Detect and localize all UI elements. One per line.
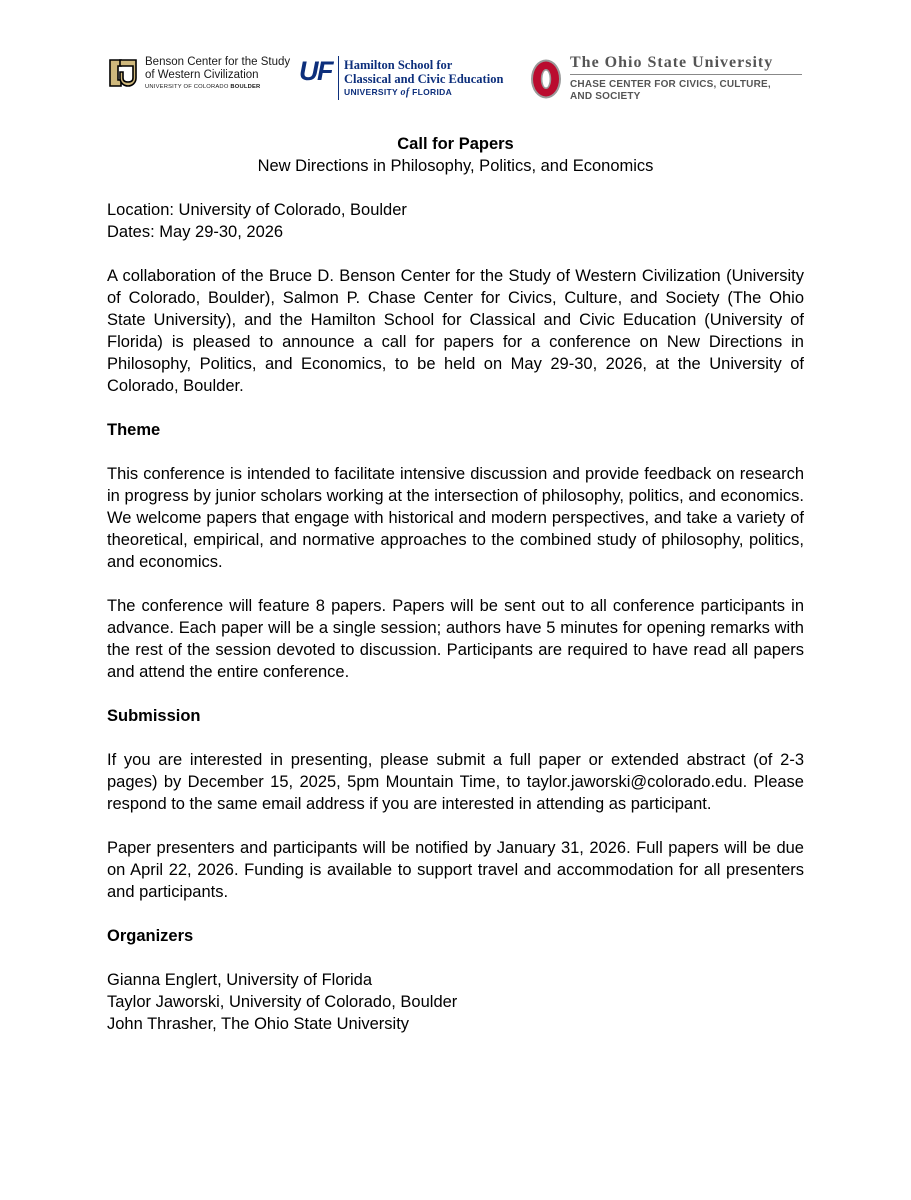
theme-heading: Theme — [107, 421, 161, 439]
location-line: Location: University of Colorado, Boulder — [107, 201, 407, 219]
organizer-item: Taylor Jaworski, University of Colorado, Boulder — [107, 993, 458, 1011]
uf-university-of: of — [400, 86, 410, 98]
uf-university-prefix: UNIVERSITY — [344, 86, 398, 97]
cu-logo-icon — [107, 57, 139, 89]
osu-sub-line1: CHASE CENTER FOR CIVICS, CULTURE, — [570, 79, 771, 90]
osu-sub-line2: AND SOCIETY — [570, 91, 641, 102]
benson-center-logo — [107, 56, 290, 91]
benson-university-prefix: UNIVERSITY OF COLORADO — [145, 84, 229, 90]
uf-university — [344, 86, 503, 99]
organizers-heading: Organizers — [107, 927, 194, 945]
hamilton-line2: Classical and Civic Education — [344, 71, 504, 86]
submission-paragraph-1: If you are interested in presenting, please submit a full paper or extended abstract (of 2-3 pages) by December 15, 2025, 5pm Mountain Time, to taylor.jaworski@colorado.edu. Please respond to the same email address if you are interested in attending as participant. — [107, 751, 804, 813]
hamilton-line1: Hamilton School for — [344, 57, 453, 72]
page-subtitle: New Directions in Philosophy, Politics, and Economics — [257, 157, 654, 175]
osu-name: The Ohio State University — [570, 54, 774, 71]
benson-name-line2: of Western Civilization — [145, 69, 259, 81]
osu-divider — [570, 74, 802, 75]
page-title: Call for Papers — [397, 135, 514, 153]
uf-university-suffix: FLORIDA — [412, 86, 453, 97]
osu-chase-center-logo — [530, 54, 802, 103]
organizer-item: Gianna Englert, University of Florida — [107, 971, 373, 989]
submission-paragraph-2: Paper presenters and participants will be notified by January 31, 2026. Full papers will be due on April 22, 2026. Funding is available to support travel and accommodation for all presenters and participants. — [107, 839, 804, 901]
hamilton-school-logo — [299, 56, 503, 100]
document-body — [107, 199, 804, 1057]
uf-logo-icon: UF — [299, 56, 339, 100]
event-details — [107, 199, 804, 243]
organizers-list — [107, 969, 804, 1035]
benson-university — [145, 85, 290, 91]
theme-paragraph-1: This conference is intended to facilitate intensive discussion and provide feedback on research in progress by junior scholars working at the intersection of philosophy, politics, and economics. We welcome papers that engage with historical and modern perspectives, and take a variety of theoretical, empirical, and normative approaches to the combined study of philosophy, politics, and economics. — [107, 465, 804, 571]
osu-block-o-icon — [530, 58, 562, 100]
organizer-item: John Thrasher, The Ohio State University — [107, 1015, 410, 1033]
intro-paragraph: A collaboration of the Bruce D. Benson Center for the Study of Western Civilization (University of Colorado, Boulder), Salmon P. Chase Center for Civics, Culture, and Society (The Ohio State University), and the Hamilton School for Classical and Civic Education (University of Florida) is pleased to announce a call for papers for a conference on New Directions in Philosophy, Politics, and Economics, to be held on May 29-30, 2026, at the University of Colorado, Boulder. — [107, 267, 804, 395]
submission-heading: Submission — [107, 707, 201, 725]
theme-paragraph-2: The conference will feature 8 papers. Papers will be sent out to all conference participants in advance. Each paper will be a single session; authors have 5 minutes for opening remarks with the rest of the session devoted to discussion. Participants are required to have read all papers and attend the entire conference. — [107, 597, 804, 681]
benson-university-suffix: BOULDER — [230, 84, 261, 90]
benson-name-line1: Benson Center for the Study — [145, 56, 291, 68]
dates-line: Dates: May 29-30, 2026 — [107, 223, 284, 241]
